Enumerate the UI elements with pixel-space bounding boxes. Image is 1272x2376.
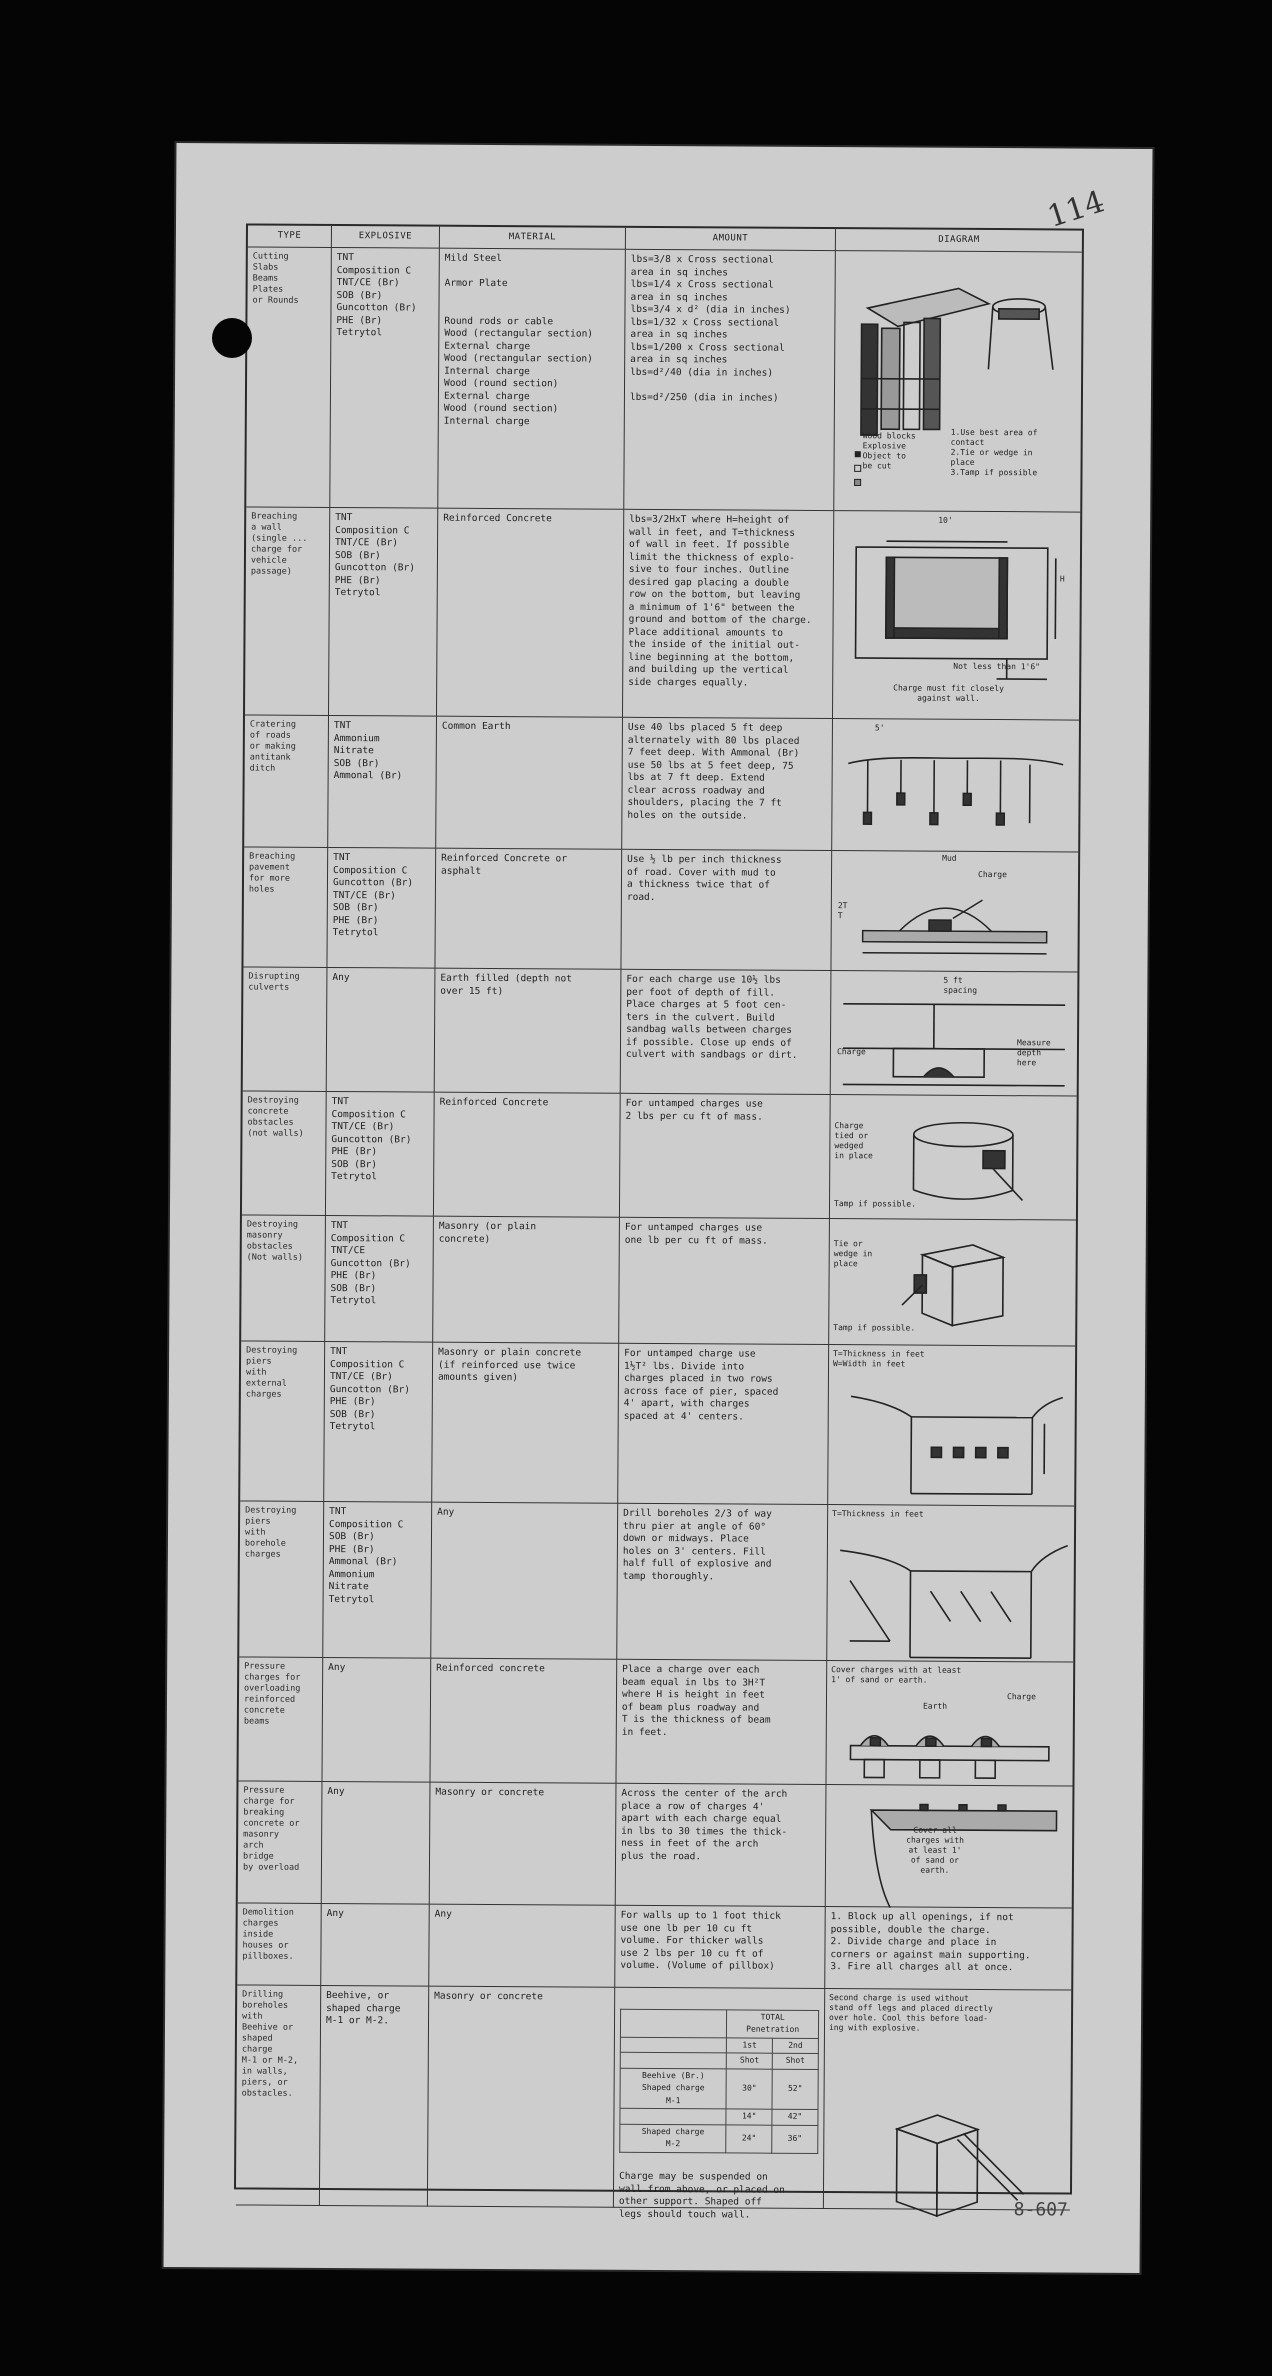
row-diagram xyxy=(831,851,1078,973)
borehole-amount-note: Charge may be suspended on wall from above, or placed on other support. Shaped off legs should touch wall. xyxy=(618,2170,785,2221)
concrete-note: Tamp if possible. xyxy=(834,1199,916,1209)
borehole-note: Second charge is used without stand off legs and placed directly over hole. Cool this before load- ing with explosive. xyxy=(828,1993,993,2033)
row-diagram xyxy=(824,1989,1071,2210)
row-diagram xyxy=(833,511,1080,720)
penetration-row-label: Shaped charge M-2 xyxy=(620,2124,727,2153)
row-explosive: TNT Ammonium Nitrate SOB (Br) Ammonal (Br) xyxy=(328,716,437,849)
penetration-value: 52" xyxy=(772,2069,818,2110)
breach-bottom-label: Not less than 1'6" xyxy=(953,661,1041,672)
row-type: Cutting Slabs Beams Plates or Rounds xyxy=(246,247,332,508)
row-amount xyxy=(614,1988,825,2221)
breach-top-label: 10' xyxy=(938,515,953,525)
row-material: Common Earth xyxy=(436,717,623,850)
row-material: Reinforced concrete xyxy=(430,1659,617,1784)
pavement-mud-label: Mud xyxy=(942,853,957,863)
header-explosive: EXPLOSIVE xyxy=(332,226,440,249)
cratering-spacing-label: 5' xyxy=(874,723,885,733)
row-diagram xyxy=(829,1219,1076,1347)
cutting-note: 1.Use best area of contact 2.Tie or wedge in place 3.Tamp if possible xyxy=(950,427,1038,478)
header-diagram: DIAGRAM xyxy=(836,229,1082,253)
row-material: Masonry or concrete xyxy=(430,1783,617,1906)
row-type: Pressure charge for breaking concrete or masonry arch bridge by overload xyxy=(238,1781,323,1904)
cratering-diagram xyxy=(834,734,1077,862)
row-amount: For untamped charges use one lb per cu ft of mass. xyxy=(619,1218,830,1345)
penetration-col: 2nd xyxy=(772,2038,818,2054)
row-explosive: TNT Composition C TNT/CE (Br) Guncotton (Br) PHE (Br) SOB (Br) Tetrytol xyxy=(324,1342,433,1503)
masonry-label: Tie or wedge in place xyxy=(833,1239,873,1269)
breach-side-label: H xyxy=(1059,574,1065,584)
penetration-subcol: Shot xyxy=(772,2053,818,2069)
handwritten-stamp: 114 xyxy=(1043,184,1109,235)
row-amount: For walls up to 1 foot thick use one lb per 10 cu ft volume. For thicker walls use 2 lbs per 10 cu ft of volume. (Volume of pillbox) xyxy=(615,1906,825,1989)
row-diagram xyxy=(831,971,1078,1097)
row-amount: Use 40 lbs placed 5 ft deep alternately with 80 lbs placed 7 feet deep. With Ammonal (Br) use 50 lbs at 5 feet deep, 75 lbs at 7 ft deep. Extend clear across roadway and shoulders, placing the 7 ft holes on the outside. xyxy=(622,718,833,851)
breach-note: Charge must fit closely against wall. xyxy=(893,683,1004,703)
pressure-beam-note: Cover charges with at least 1' of sand or earth. xyxy=(831,1665,962,1685)
header-type: TYPE xyxy=(248,225,332,248)
row-explosive: TNT Composition C TNT/CE (Br) SOB (Br) Guncotton (Br) PHE (Br) Tetrytol xyxy=(330,248,440,509)
row-material: Any xyxy=(429,1905,615,1988)
row-type: Destroying masonry obstacles (Not walls) xyxy=(241,1215,326,1342)
pavement-diagram xyxy=(833,866,1076,982)
penetration-blank xyxy=(620,2009,727,2038)
penetration-row-label xyxy=(620,2108,726,2124)
masonry-note: Tamp if possible. xyxy=(833,1323,916,1333)
row-material: Reinforced Concrete xyxy=(437,509,624,718)
penetration-col: 1st xyxy=(727,2037,773,2053)
row-amount: Use ½ lb per inch thickness of road. Cover with mud to a thickness twice that of road. xyxy=(621,850,832,971)
row-material: Masonry or concrete xyxy=(428,1987,615,2208)
row-type: Drilling boreholes with Beehive or shaped charge M-1 or M-2, in walls, piers, or obstacles. xyxy=(236,1985,321,2206)
penetration-header: TOTAL Penetration xyxy=(727,2009,819,2038)
row-material: Reinforced Concrete or asphalt xyxy=(435,849,622,970)
row-type: Breaching a wall (single ... charge for vehicle passage) xyxy=(245,507,330,716)
row-diagram xyxy=(826,1785,1073,1909)
row-type: Destroying piers with external charges xyxy=(240,1341,325,1502)
row-explosive: Any xyxy=(321,1904,429,1987)
row-diagram xyxy=(826,1661,1073,1787)
row-type: Demolition charges inside houses or pillboxes. xyxy=(237,1903,321,1986)
culvert-spacing-label: 5 ft spacing xyxy=(943,975,978,995)
row-diagram xyxy=(834,251,1082,512)
row-material: Any xyxy=(431,1503,618,1660)
pavement-charge-label: Charge xyxy=(978,869,1007,880)
cutting-legend: Wood blocks Explosive Object to be cut xyxy=(862,431,916,471)
penetration-value: 14" xyxy=(726,2109,772,2125)
row-material: Reinforced Concrete xyxy=(434,1093,621,1218)
row-type: Cratering of roads or making antitank ditch xyxy=(244,715,329,848)
row-diagram xyxy=(827,1505,1074,1662)
row-type: Destroying concrete obstacles (not walls) xyxy=(242,1091,327,1216)
pavement-side-label: 2T T xyxy=(837,901,848,921)
pier-external-diagram xyxy=(830,1360,1073,1516)
penetration-row-label: Beehive (Br.) Shaped charge M-1 xyxy=(620,2068,727,2109)
penetration-table xyxy=(619,2008,819,2153)
document-sheet xyxy=(164,143,1153,2273)
page-number: 8-607 xyxy=(1013,2199,1068,2221)
penetration-value: 30" xyxy=(726,2068,772,2109)
row-amount: Across the center of the arch place a row of charges 4' apart with each charge equal in lbs to 30 times the thick- ness in feet of the arch plus the road. xyxy=(616,1784,827,1907)
row-material: Mild Steel Armor Plate Round rods or cable Wood (rectangular section) External charge Wood (rectangular section) Internal charge Wood (round section) External charge Wood (round section) Internal charge xyxy=(438,249,626,510)
pier-borehole-diagram xyxy=(829,1520,1072,1672)
row-explosive: Beehive, or shaped charge M-1 or M-2. xyxy=(320,1986,429,2207)
pillbox-note: 1. Block up all openings, if not possible, double the charge. 2. Divide charge and place in corners or against main supporting. 3. Fire all charges all at once. xyxy=(825,1907,1071,1991)
row-explosive: TNT Composition C TNT/CE (Br) SOB (Br) Guncotton (Br) PHE (Br) Tetrytol xyxy=(329,508,438,717)
row-diagram xyxy=(828,1345,1075,1506)
row-explosive: Any xyxy=(322,1782,431,1905)
penetration-blank xyxy=(620,2052,726,2068)
arch-note: Cover all charges with at least 1' of sand or earth. xyxy=(906,1825,964,1875)
pier-external-note: T=Thickness in feet W=Width in feet xyxy=(833,1349,925,1369)
row-type: Breaching pavement for more holes xyxy=(243,847,328,968)
row-type: Disrupting culverts xyxy=(243,967,328,1092)
row-amount: Drill boreholes 2/3 of way thru pier at angle of 60° down or midways. Place holes on 3' centers. Fill half full of explosive and tamp thoroughly. xyxy=(617,1504,828,1661)
row-material: Masonry (or plain concrete) xyxy=(433,1217,620,1344)
penetration-blank xyxy=(620,2037,726,2053)
row-type: Destroying piers with borehole charges xyxy=(239,1501,324,1658)
row-material: Earth filled (depth not over 15 ft) xyxy=(435,969,622,1094)
cutting-diagram xyxy=(836,266,1080,522)
row-amount: For each charge use 10½ lbs per foot of depth of fill. Place charges at 5 foot cen- ters in the culvert. Build sandbag walls between charges if possible. Close up ends of culvert with sandbags or dirt. xyxy=(621,970,832,1095)
pressure-beam-earth-label: Earth xyxy=(922,1701,948,1711)
penetration-subcol: Shot xyxy=(727,2053,773,2069)
penetration-value: 36" xyxy=(772,2125,818,2153)
row-type: Pressure charges for overloading reinforced concrete beams xyxy=(238,1657,323,1782)
row-explosive: TNT Composition C TNT/CE (Br) Guncotton (Br) PHE (Br) SOB (Br) Tetrytol xyxy=(326,1092,435,1217)
concrete-label: Charge tied or wedged in place xyxy=(834,1121,873,1161)
row-explosive: Any xyxy=(327,968,436,1093)
row-amount: lbs=3/8 x Cross sectional area in sq inches lbs=1/4 x Cross sectional area in sq inches lbs=3/4 x d² (dia in inches) lbs=1/32 x Cross sectional area in sq inches lbs=1/200 x Cross sectional area in sq inches lbs=d²/40 (dia in inches) lbs=d²/250 (dia in inches) xyxy=(624,250,836,511)
row-diagram xyxy=(830,1095,1077,1221)
row-amount: For untamped charge use 1½T² lbs. Divide into charges placed in two rows across face of pier, spaced 4' apart, with charges spaced at 4' centers. xyxy=(618,1344,829,1505)
row-diagram xyxy=(832,719,1079,853)
row-amount: lbs=3/2HxT where H=height of wall in feet, and T=thickness of wall in feet. If possible limit the thickness of explo- sive to four inches. Outline desired gap placing a double row on the bottom, but leaving a minimum of 1'6" between the ground and bottom of the charge. Place additional amounts to the inside of the initial out- line beginning at the bottom, and building up the vertical side charges equally. xyxy=(623,510,834,719)
punch-hole xyxy=(212,318,252,358)
penetration-value: 42" xyxy=(772,2109,818,2125)
header-material: MATERIAL xyxy=(440,227,626,250)
row-explosive: TNT Composition C SOB (Br) PHE (Br) Ammonal (Br) Ammonium Nitrate Tetrytol xyxy=(323,1502,432,1659)
pier-borehole-note: T=Thickness in feet xyxy=(832,1509,924,1519)
row-explosive: TNT Composition C Guncotton (Br) TNT/CE (Br) SOB (Br) PHE (Br) Tetrytol xyxy=(327,848,436,969)
penetration-value: 24" xyxy=(726,2124,772,2152)
pressure-beam-charge-label: Charge xyxy=(1006,1692,1036,1702)
row-explosive: Any xyxy=(322,1658,431,1783)
row-amount: For untamped charges use 2 lbs per cu ft of mass. xyxy=(620,1094,831,1219)
row-explosive: TNT Composition C TNT/CE Guncotton (Br) PHE (Br) SOB (Br) Tetrytol xyxy=(325,1216,434,1343)
culvert-measure-label: Measure depth here xyxy=(1016,1038,1051,1068)
row-amount: Place a charge over each beam equal in lbs to 3H²T where H is height in feet of beam plus roadway and T is the thickness of beam in feet. xyxy=(616,1660,827,1785)
row-material: Masonry or plain concrete (if reinforced use twice amounts given) xyxy=(432,1343,619,1504)
header-amount: AMOUNT xyxy=(626,228,836,251)
culvert-charge-label: Charge xyxy=(836,1047,866,1057)
